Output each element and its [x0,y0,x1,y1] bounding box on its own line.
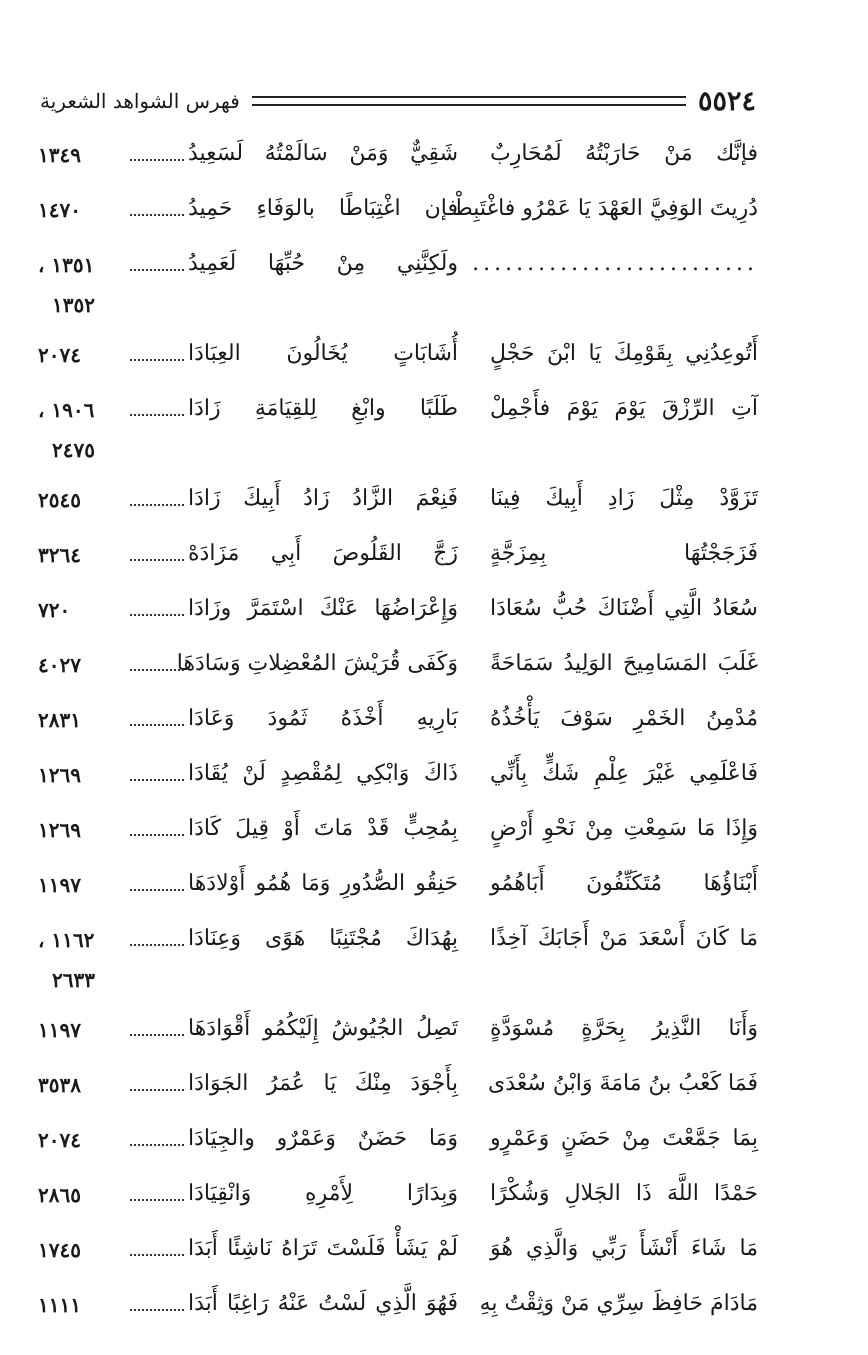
first-hemistich: فَزَجَجْتُهَا بِمِزَجَّةٍ [490,541,758,566]
reference-number: ٤٠٢٧ [38,653,81,677]
reference-number: ٢٨٣١ [38,708,81,732]
leader-dots [130,269,184,271]
leader-dots [130,944,184,946]
verse-entry [38,537,758,592]
verse-entry [38,1012,758,1067]
second-hemistich: ولَكِنَّنِي مِنْ حُبِّهَا لَعَمِيدُ [188,251,458,276]
leader-dots [130,834,184,836]
second-hemistich: بِأَجْوَدَ مِنْكَ يَا عُمَرُ الجَوَادَا [188,1071,458,1096]
second-hemistich: زَجَّ القَلُوصَ أَبِي مَزَادَهْ [188,541,458,566]
second-hemistich: بِهُدَاكَ مُجْتَنِبًا هَوًى وَعِنَادَا [188,926,458,951]
first-hemistich: سُعَادُ الَّتِي أَضْنَاكَ حُبُّ سُعَادَا [490,596,758,621]
reference-number: ١٢٦٩ [38,818,81,842]
second-hemistich: وَكَفَى قُرَيْشَ المُعْضِلاتِ وَسَادَهَا [176,651,458,676]
first-hemistich: أَتُوعِدُنِي بِقَوْمِكَ يَا ابْنَ حَجْلٍ [490,341,758,366]
second-hemistich: وَبِدَارًا لِأَمْرِهِ وَانْقِيَادَا [188,1181,458,1206]
first-hemistich: حَمْدًا اللَّهَ ذَا الجَلالِ وَشُكْرًا [490,1181,758,1206]
second-hemistich: بَارِيهِ أَخْذَهُ ثَمُودَ وَعَادَا [188,706,458,731]
first-hemistich: دُرِيتَ الوَفِيَّ العَهْدَ يَا عَمْرُو فاغْتَبِطْ [452,196,758,221]
reference-number: ١١١١ [38,1293,81,1317]
reference-number: ١١٩٧ [38,1018,81,1042]
verse-entry [38,812,758,867]
leader-dots [130,1144,184,1146]
leader-dots [130,779,184,781]
verse-entry [38,482,758,537]
verse-entry [38,702,758,757]
leader-dots [130,214,184,216]
leader-dots [130,414,184,416]
leader-dots [130,1309,184,1311]
leader-dots [130,504,184,506]
reference-number: ١١٦٢ ، [38,928,95,952]
first-hemistich: فَمَا كَعْبُ بنُ مَامَةَ وَابْنُ سُعْدَى [488,1071,758,1096]
second-hemistich: شَقِيٌّ وَمَنْ سَالَمْتُهُ لَسَعِيدُ [188,141,458,166]
first-hemistich: وَأَنَا النَّذِيرُ بِحَرَّةٍ مُسْوَدَّةٍ [490,1016,758,1041]
second-hemistich: ذَاكَ وَابْكِي لِمُقْصِدٍ لَنْ يُقَادَا [188,761,458,786]
reference-number: ١١٩٧ [38,873,81,897]
leader-dots [130,159,184,161]
verse-entry [38,647,758,702]
verse-entry [38,337,758,392]
verse-entry [38,1232,758,1287]
section-title: فهرس الشواهد الشعرية [40,89,240,113]
leader-dots [130,1034,184,1036]
reference-number: ٧٢٠ [38,598,71,622]
verse-entry [38,1122,758,1177]
page-header [40,84,756,118]
verse-entry [38,247,758,337]
header-rule [252,96,686,106]
verse-index-list [38,137,758,1342]
verse-entry [38,1067,758,1122]
second-hemistich: فإن اغْتِبَاطًا بالوَفَاءِ حَمِيدُ [188,196,458,221]
leader-dots [130,1254,184,1256]
leader-dots [130,359,184,361]
verse-entry [38,867,758,922]
reference-number-continued: ١٣٥٢ [52,293,95,317]
reference-number: ٣٢٦٤ [38,543,81,567]
reference-number: ٢٠٧٤ [38,1128,81,1152]
leader-dots [130,1089,184,1091]
verse-entry [38,1177,758,1232]
leader-dots [130,559,184,561]
reference-number: ١٣٥١ ، [38,253,95,277]
leader-dots [130,1199,184,1201]
first-hemistich: وَإِذَا مَا سَمِعْتِ مِنْ نَحْوِ أَرْضٍ [490,816,758,841]
second-hemistich: وَمَا حَضَنٌ وَعَمْرٌو والجِيَادَا [188,1126,458,1151]
reference-number: ١٣٤٩ [38,143,81,167]
leader-dots [130,724,184,726]
page-number: ٥٥٢٤ [697,85,756,117]
verse-entry [38,592,758,647]
second-hemistich: بِمُحِبٍّ قَدْ مَاتَ أَوْ قِيلَ كَادَا [188,816,458,841]
reference-number: ١٤٧٠ [38,198,81,222]
verse-entry [38,392,758,482]
reference-number: ١٧٤٥ [38,1238,81,1262]
leader-dots [130,669,184,671]
first-hemistich: مَا كَانَ أَسْعَدَ مَنْ أَجَابَكَ آخِذًا [490,926,758,951]
reference-number: ١٩٠٦ ، [38,398,95,422]
reference-number-continued: ٢٦٣٣ [52,968,95,992]
reference-number: ٢٥٤٥ [38,488,81,512]
second-hemistich: لَمْ يَشَأْ فَلَسْتَ تَرَاهُ نَاشِئًا أَبَدَا [188,1236,458,1261]
first-hemistich: مَا شَاءَ أَنْشَأَ رَبِّي وَالَّذِي هُوَ [490,1236,758,1261]
verse-entry [38,192,758,247]
reference-number-continued: ٢٤٧٥ [52,438,95,462]
verse-entry [38,137,758,192]
second-hemistich: طَلَبًا وابْغِ لِلقِيَامَةِ زَادَا [188,396,458,421]
second-hemistich: أُشَابَاتٍ يُخَالُونَ العِبَادَا [188,341,458,366]
reference-number: ٢٨٦٥ [38,1183,81,1207]
second-hemistich: فَنِعْمَ الزَّادُ زَادُ أَبِيكَ زَادَا [188,486,458,511]
first-hemistich: تَزَوَّدْ مِثْلَ زَادِ أَبِيكَ فِينَا [490,486,758,511]
first-hemistich: فإنَّك مَنْ حَارَبْتُهُ لَمُحَارِبٌ [490,141,758,166]
first-hemistich: فَاعْلَمِي غَيْرَ عِلْمِ شَكٍّ بِأَنِّي [490,761,758,786]
reference-number: ٢٠٧٤ [38,343,81,367]
second-hemistich: وَإِعْرَاضُهَا عَنْكَ اسْتَمَرَّ وزَادَا [188,596,458,621]
first-hemistich: أَبْنَاؤُهَا مُتَكَنِّفُونَ أَبَاهُمُو [490,871,758,896]
verse-entry [38,922,758,1012]
verse-entry [38,1287,758,1342]
first-hemistich: مُدْمِنُ الخَمْرِ سَوْفَ يَأْخُذُهُ [490,706,758,731]
first-hemistich: بِمَا جَمَّعْتَ مِنْ حَضَنٍ وَعَمْرٍو [490,1126,758,1151]
second-hemistich: تَصِلُ الجُيُوشُ إِلَيْكُمُو أَقْوَادَهَا [188,1016,458,1041]
leader-dots [130,614,184,616]
reference-number: ١٢٦٩ [38,763,81,787]
leader-dots [130,889,184,891]
second-hemistich: فَهُوَ الَّذِي لَسْتُ عَنْهُ رَاغِبًا أَبَدَا [188,1291,458,1316]
verse-entry [38,757,758,812]
omitted-hemistich: .......................... [472,251,758,276]
reference-number: ٣٥٣٨ [38,1073,81,1097]
first-hemistich: آتِ الرِّزْقَ يَوْمَ يَوْمَ فأَجْمِلْ [490,396,758,421]
second-hemistich: حَنِقُو الصُّدُورِ وَمَا هُمُو أَوْلادَهَا [188,871,458,896]
first-hemistich: مَادَامَ حَافِظَ سِرِّي مَنْ وَثِقْتُ بِهِ [479,1291,758,1316]
first-hemistich: غَلَبَ المَسَامِيحَ الوَلِيدُ سَمَاحَةً [490,651,758,676]
